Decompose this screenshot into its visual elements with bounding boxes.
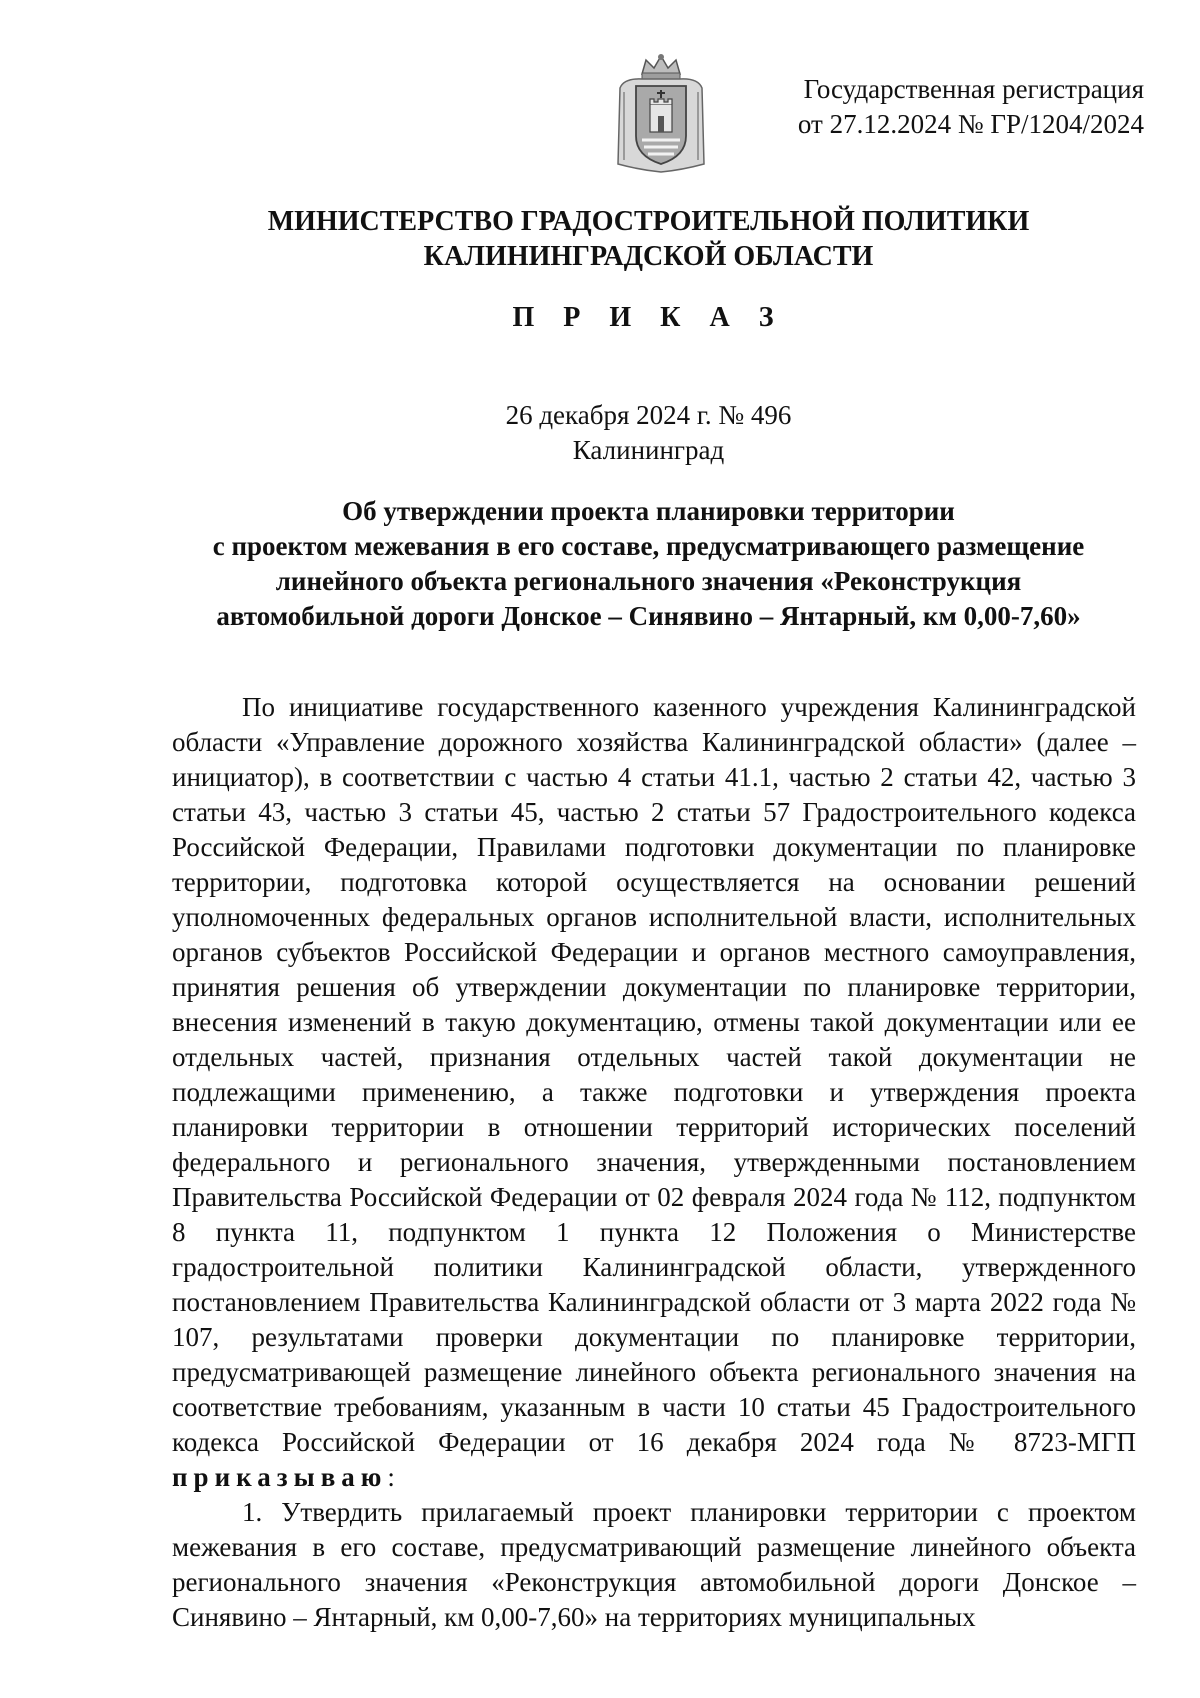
registration-label: Государственная регистрация: [803, 74, 1144, 104]
title-line-4: автомобильной дороги Донское – Синявино – Янтарный, км 0,00-7,60»: [216, 601, 1081, 631]
ministry-line-2: КАЛИНИНГРАДСКОЙ ОБЛАСТИ: [423, 241, 874, 272]
clause-1-text: 1. Утвердить прилагаемый проект планировки территории с проектом межевания в его составе, предусматривающий размещение линейного объекта регионального значения «Реконструкция автомобильной дороги Донское – Синявино – Янтарный, км 0,00-7,60» на территориях муниципальных: [172, 1497, 1136, 1632]
clause-1-paragraph: [172, 1495, 1136, 1635]
title-line-1: Об утверждении проекта планировки территории: [342, 496, 955, 526]
order-date: 26 декабря 2024 г. № 496: [505, 400, 792, 430]
order-body: [172, 690, 1136, 1635]
registration-number: от 27.12.2024 № ГР/1204/2024: [797, 109, 1144, 139]
order-date-block: [160, 398, 1137, 468]
ministry-name: [160, 204, 1137, 274]
preamble-end: :: [387, 1462, 395, 1492]
document-type: П Р И К А З: [512, 302, 785, 333]
state-registration: [798, 72, 1144, 142]
order-title: [160, 494, 1137, 634]
title-line-3: линейного объекта регионального значения «Реконструкция: [275, 566, 1022, 596]
ministry-line-1: МИНИСТЕРСТВО ГРАДОСТРОИТЕЛЬНОЙ ПОЛИТИКИ: [267, 206, 1030, 237]
title-line-2: с проектом межевания в его составе, предусматривающего размещение: [212, 531, 1085, 561]
order-word: приказываю: [172, 1462, 388, 1492]
preamble-text: По инициативе государственного казенного учреждения Калининградской области «Управление дорожного хозяйства Калининградской области» (далее – инициатор), в соответствии с частью 4 статьи 41.1, частью 2 статьи 42, частью 3 статьи 43, частью 3 статьи 45, частью 2 статьи 57 Градостроительного кодекса Российской Федерации, Правилами подготовки документации по планировке территории, подготовка которой осуществляется на основании решений уполномоченных федеральных органов исполнительной власти, исполнительных органов субъектов Российской Федерации и органов местного самоуправления, принятия решения об утверждении документации по планировке территории, внесения изменений в такую документацию, отмены такой документации или ее отдельных частей, признания отдельных частей такой документации не подлежащими применению, а также подготовки и утверждения проекта планировки территории в отношении территорий исторических поселений федерального и регионального значения, утвержденными постановлением Правительства Российской Федерации от 02 февраля 2024 года № 112, подпунктом 8 пункта 11, подпунктом 1 пункта 12 Положения о Министерстве градостроительной политики Калининградской области, утвержденного постановлением Правительства Калининградской области от 3 марта 2022 года № 107, результатами проверки документации по планировке территории, предусматривающей размещение линейного объекта регионального значения на соответствие требованиям, указанным в части 10 статьи 45 Градостроительного кодекса Российской Федерации от 16 декабря 2024 года № 8723-МГП: [172, 692, 1136, 1457]
city-name: Калининград: [572, 435, 725, 465]
preamble-paragraph: [172, 690, 1136, 1495]
kaliningrad-coat-of-arms-icon: [612, 52, 710, 174]
